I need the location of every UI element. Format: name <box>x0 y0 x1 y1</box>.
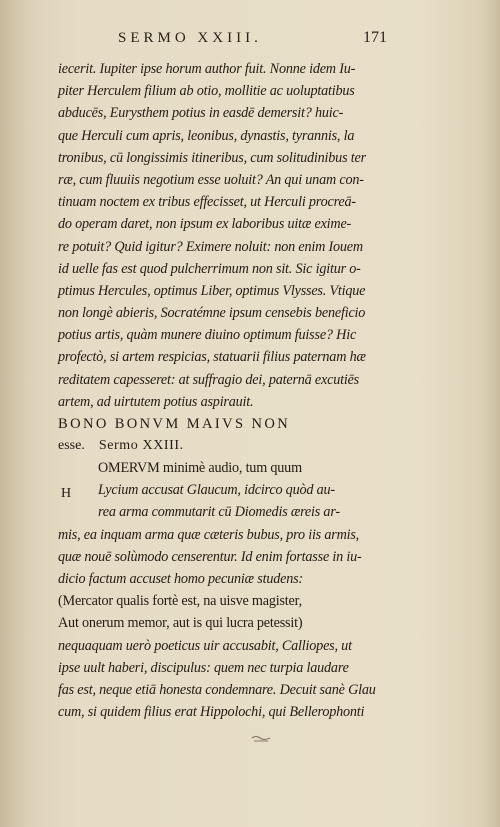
text-line: quæ nouē solùmodo censerentur. Id enim fortasse in iu- <box>58 548 362 565</box>
page-number: 171 <box>363 29 387 46</box>
subheading-sermo: Sermo XXIII. <box>98 438 184 453</box>
text-line: piter Herculem filium ab otio, mollitie ac uoluptatibus <box>58 83 355 100</box>
verse-line: Aut onerum memor, aut is qui lucra petessit) <box>58 615 303 632</box>
initial-paragraph <box>58 457 388 524</box>
text-line: tinuam noctem ex tribus effecisset, ut Herculi procreā- <box>58 194 356 211</box>
text-line: do operam daret, non ipsum ex laboribus uitæ exime- <box>58 216 352 233</box>
signature-mark-icon <box>250 735 272 743</box>
text-line: profectò, si artem respicias, statuarii filius paternam hæ <box>58 349 366 366</box>
text-line: non longè abieris, Socratémne ipsum censebis beneficio <box>58 305 366 322</box>
section-subheading <box>58 435 388 457</box>
text-line: reditatem capesseret: at suffragio dei, paternā excutiēs <box>58 371 359 388</box>
text-line: nequaquam uerò poeticus uir accusabit, Calliopes, ut <box>58 637 352 654</box>
text-line: rea arma commutarit cū Diomedis æreis ar- <box>98 504 340 521</box>
text-line: fas est, neque etiā honesta condemnare. Decuit sanè Glau <box>58 681 376 698</box>
text-line: ptimus Hercules, optimus Liber, optimus Vlysses. Vtique <box>58 282 366 299</box>
text-line: potius artis, quàm munere diuino optimum fuisse? Hic <box>58 327 357 344</box>
subheading-word: esse. <box>58 438 85 453</box>
drop-initial: H <box>61 486 72 501</box>
text-line: ipse uult haberi, discipulus: quem nec turpia laudare <box>58 659 349 676</box>
text-block <box>58 58 388 723</box>
text-line: mis, ea inquam arma quæ cæteris bubus, pro iis armis, <box>58 526 360 543</box>
text-line: re potuit? Quid igitur? Eximere noluit: non enim Iouem <box>58 238 363 255</box>
running-head: SERMO XXIII. <box>118 30 262 46</box>
text-line: Lycium accusat Glaucum, idcirco quòd au- <box>98 482 335 499</box>
text-line: id uelle fas est quod pulcherrimum non sit. Sic igitur o- <box>58 260 361 277</box>
text-line: ræ, cum fluuiis negotium esse uoluit? An qui unam con- <box>58 171 364 188</box>
text-line: artem, ad uirtutem potius aspirauit. <box>58 393 254 410</box>
text-line: cum, si quidem filius erat Hippolochi, qui Bellerophonti <box>58 704 365 721</box>
text-line: dicio factum accuset homo pecuniæ studens: <box>58 570 303 587</box>
text-line: tronibus, cū longissimis itineribus, cum solitudinibus ter <box>58 149 366 166</box>
verse-line: (Mercator qualis fortè est, na uisve magister, <box>58 593 302 610</box>
text-line: que Herculi cum apris, leonibus, dynastis, tyrannis, la <box>58 127 355 144</box>
section-heading: BONO BONVM MAIVS NON <box>58 416 291 432</box>
text-line: OMERVM minimè audio, tum quum <box>98 460 302 476</box>
text-line: iecerit. Iupiter ipse horum author fuit. Nonne idem Iu- <box>58 61 356 77</box>
text-line: abducēs, Eurysthem potius in easdē demersit? huic- <box>58 105 344 122</box>
